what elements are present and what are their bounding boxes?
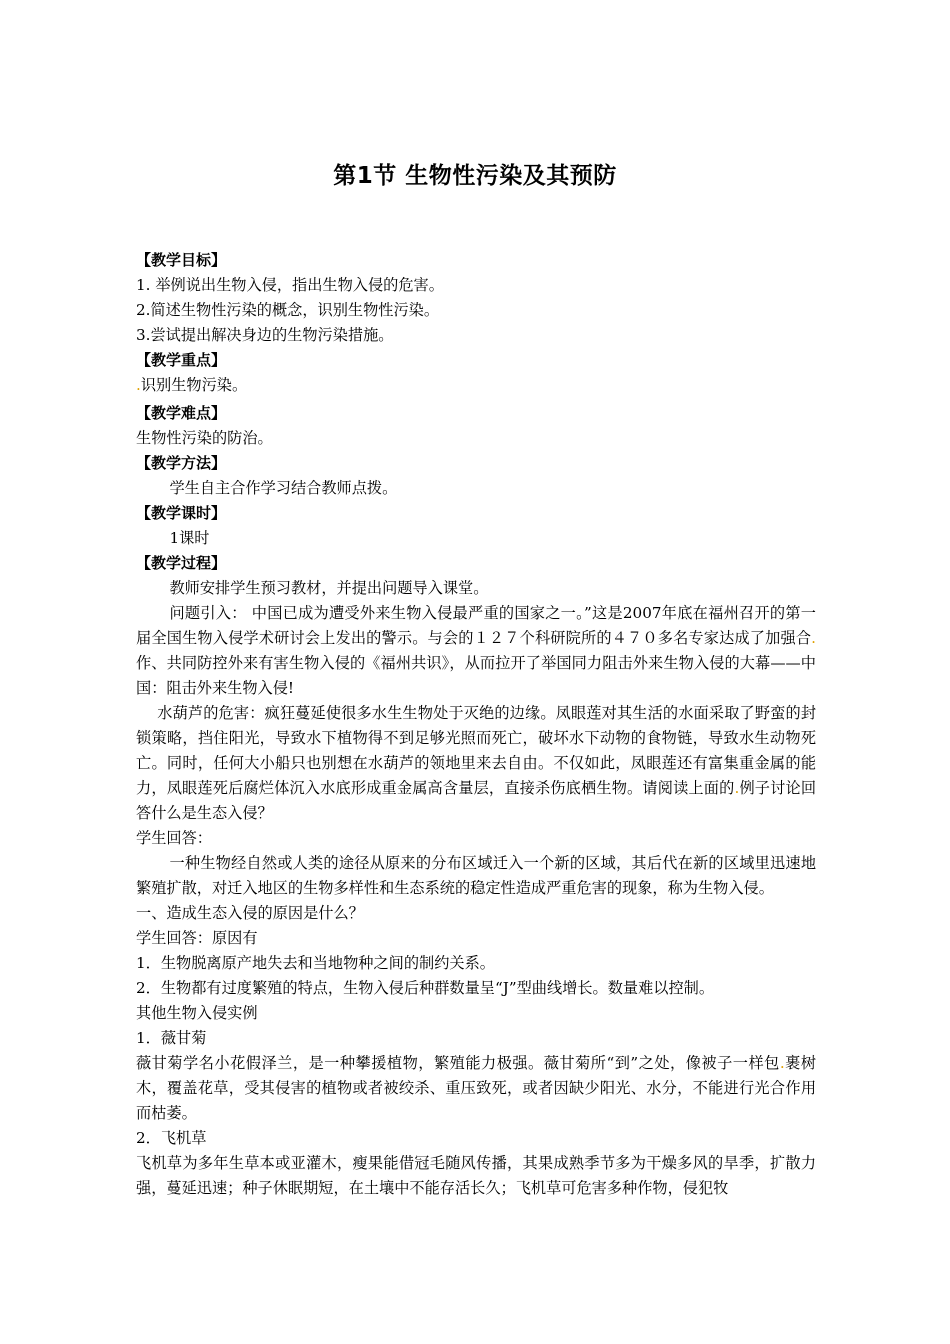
revision-mark: . (779, 1054, 785, 1072)
goals-heading: 【教学目标】 (136, 251, 227, 269)
process-paragraph: 教师安排学生预习教材，并提出问题导入课堂。 (169, 579, 489, 597)
difficulty-text: 生物性污染的防治。 (136, 429, 273, 447)
definition-paragraph: 一种生物经自然或人类的途径从原来的分布区域迁入一个新的区域，其后代在新的区域里迅速地繁殖扩散，对迁入地区的生物多样性和生态系统的稳定性造成严重危害的现象，称为生物入侵。 (136, 854, 816, 897)
method-heading: 【教学方法】 (136, 454, 227, 472)
difficulty-heading: 【教学难点】 (136, 404, 227, 422)
method-text: 学生自主合作学习结合教师点拨。 (169, 479, 398, 497)
process-paragraph: 其他生物入侵实例 (136, 1004, 258, 1022)
example-paragraph: 薇甘菊学名小花假泽兰，是一种攀援植物，繁殖能力极强。薇甘菊所“到”之处，像被子一样包.裹树木，覆盖花草，受其侵害的植物或者被绞杀、重压致死，或者因缺少阳光、水分，不能进行光合作用而枯萎。 (136, 1054, 817, 1122)
key-text: .识别生物污染。 (136, 376, 248, 394)
revision-mark: . (811, 629, 816, 647)
list-item: 1．生物脱离原产地失去和当地物种之间的制约关系。 (136, 954, 495, 972)
process-paragraph: 问题引入： 中国已成为遭受外来生物入侵最严重的国家之一。”这是2007年底在福州召开的第一届全国生物入侵学术研讨会上发出的警示。与会的１２７个科研院所的４７０多名专家达成了加强合.作、共同防控外来有害生物入侵的《福州共识》，从而拉开了举国同力阻击外来生物入侵的大幕——中国：阻击外来生物入侵! (136, 604, 816, 697)
list-item: 1．薇甘菊 (136, 1029, 207, 1047)
revision-mark: . (136, 376, 141, 394)
goal-item: 3.尝试提出解决身边的生物污染措施。 (136, 326, 394, 344)
hours-text: 1课时 (169, 529, 210, 547)
page-title: 第1节 生物性污染及其预防 (333, 163, 617, 189)
goal-item: 1. 举例说出生物入侵，指出生物入侵的危害。 (136, 276, 444, 294)
list-item: 2．飞机草 (136, 1129, 207, 1147)
process-paragraph: 水葫芦的危害：疯狂蔓延使很多水生生物处于灭绝的边缘。凤眼莲对其生活的水面采取了野蛮的封锁策略，挡住阳光，导致水下植物得不到足够光照而死亡，破坏水下动物的食物链，导致水生动物死亡。同时，任何大小船只也别想在水葫芦的领地里来去自由。不仅如此，凤眼莲还有富集重金属的能力，凤眼莲死后腐烂体沉入水底形成重金属高含量层，直接杀伤底栖生物。请阅读上面的.例子讨论回答什么是生态入侵？ (136, 704, 817, 822)
list-item: 2．生物都有过度繁殖的特点，生物入侵后种群数量呈“J”型曲线增长。数量难以控制。 (136, 979, 715, 997)
revision-mark: . (734, 779, 740, 797)
example-paragraph: 飞机草为多年生草本或亚灌木，瘦果能借冠毛随风传播，其果成熟季节多为干燥多风的旱季，扩散力强，蔓延迅速；种子休眠期短，在土壤中不能存活长久；飞机草可危害多种作物，侵犯牧 (136, 1154, 816, 1197)
process-paragraph: 学生回答：原因有 (136, 929, 258, 947)
key-heading: 【教学重点】 (136, 351, 227, 369)
section-heading: 一、造成生态入侵的原因是什么？ (136, 904, 364, 922)
process-paragraph: 学生回答： (136, 829, 212, 847)
hours-heading: 【教学课时】 (136, 504, 227, 522)
process-heading: 【教学过程】 (136, 554, 227, 572)
goal-item: 2.简述生物性污染的概念，识别生物性污染。 (136, 301, 440, 319)
document-body (136, 248, 816, 1201)
